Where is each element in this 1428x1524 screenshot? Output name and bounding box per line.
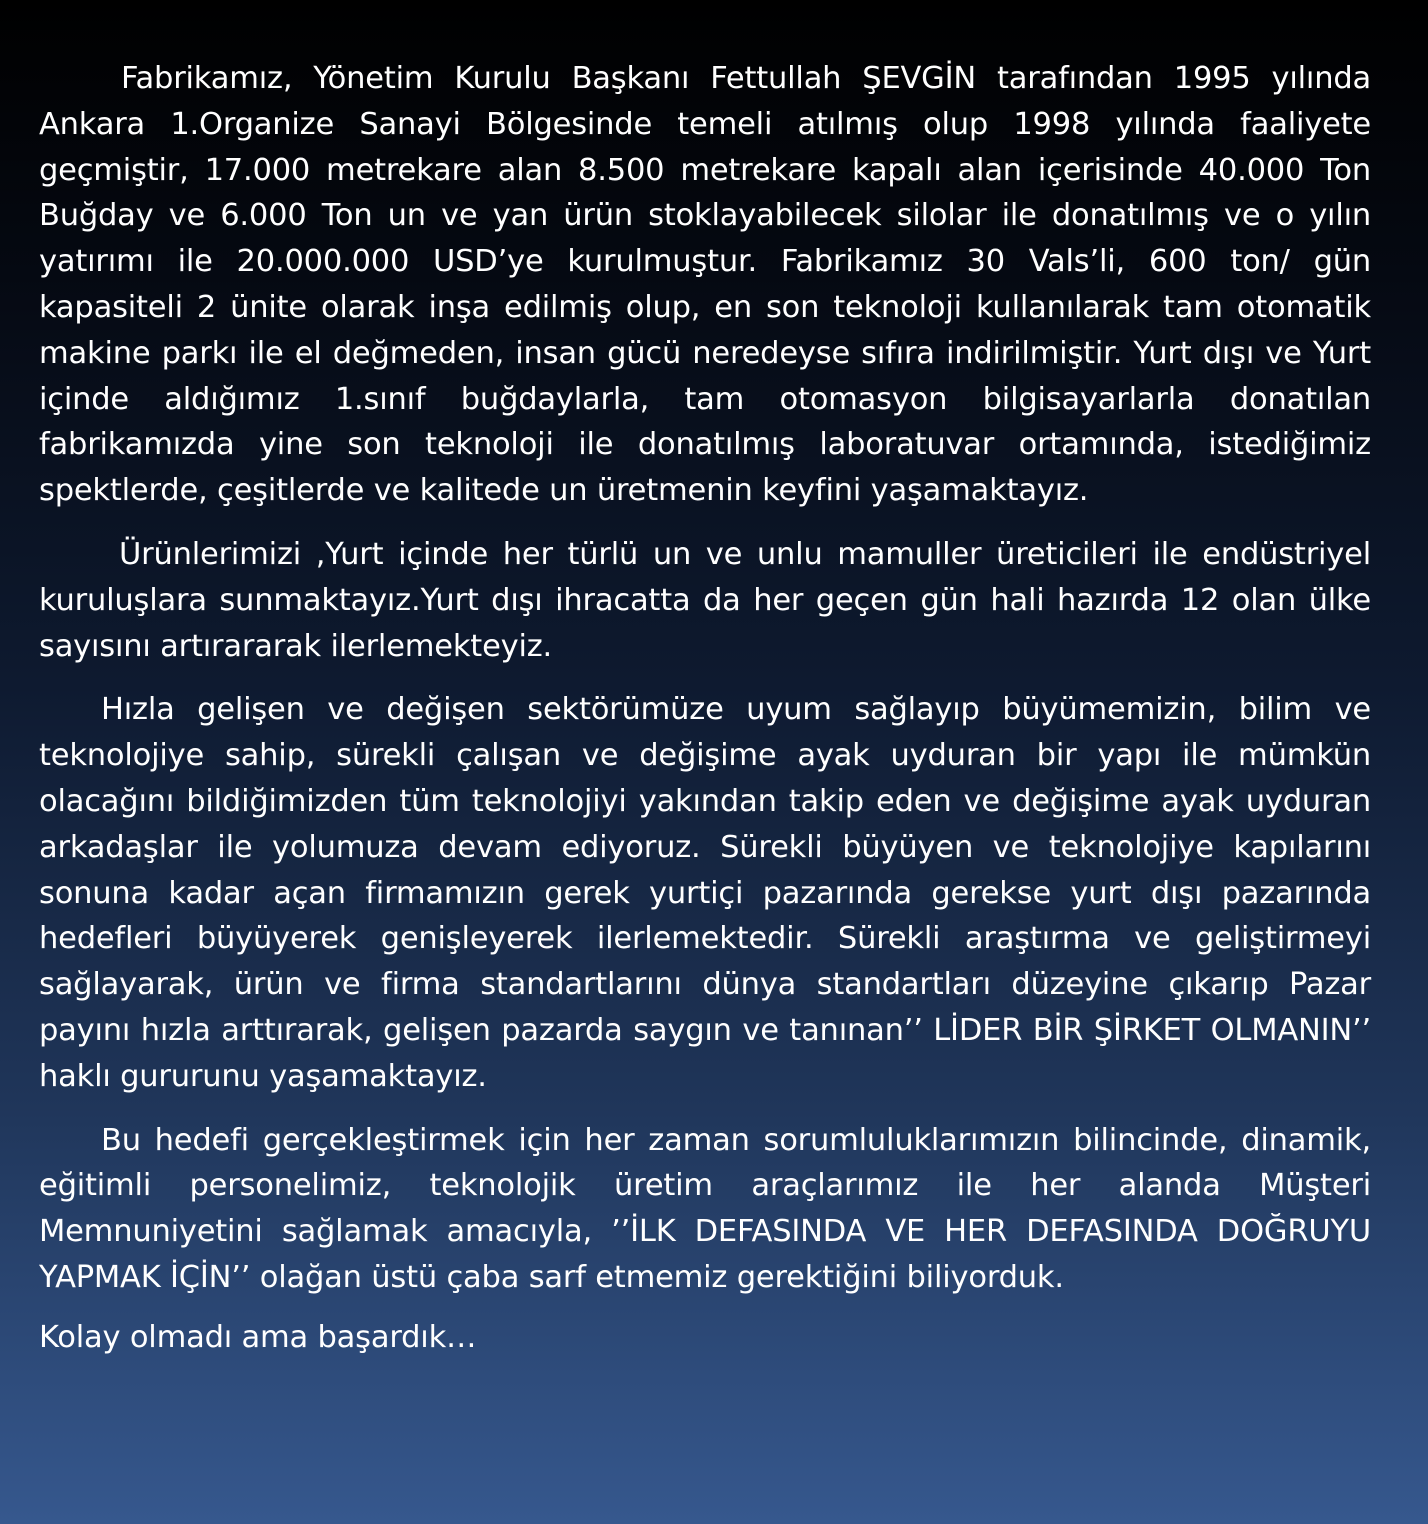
paragraph-company-history: Fabrikamız, Yönetim Kurulu Başkanı Fettullah ŞEVGİN tarafından 1995 yılında Ankara 1.Organize Sanayi Bölgesinde temeli atılmış olup 1998 yılında faaliyete geçmiştir, 17.000 metrekare alan 8.500 metrekare kapalı alan içerisinde 40.000 Ton Buğday ve 6.000 Ton un ve yan ürün stoklayabilecek silolar ile donatılmış ve o yılın yatırımı ile 20.000.000 USD’ye kurulmuştur. Fabrikamız 30 Vals’li, 600 ton/ gün kapasiteli 2 ünite olarak inşa edilmiş olup, en son teknoloji kullanılarak tam otomatik makine parkı ile el değmeden, insan gücü neredeyse sıfıra indirilmiştir. Yurt dışı ve Yurt içinde aldığımız 1.sınıf buğdaylarla, tam otomasyon bilgisayarlarla donatılan fabrikamızda yine son teknoloji ile donatılmış laboratuvar ortamında, istediğimiz spektlerde, çeşitlerde ve kalitede un üretmenin keyfini yaşamaktayız.: [39, 61, 1371, 509]
paragraph-products-export: Ürünlerimizi ,Yurt içinde her türlü un ve unlu mamuller üreticileri ile endüstriyel kuruluşlara sunmaktayız.Yurt dışı ihracatta da her geçen gün hali hazırda 12 olan ülke sayısını artırararak ilerlemekteyiz.: [39, 536, 1371, 664]
paragraph-quality-goal: Bu hedefi gerçekleştirmek için her zaman sorumluluklarımızın bilincinde, dinamik, eğitimli personelimiz, teknolojik üretim araçlarımız ile her alanda Müşteri Memnuniyetini sağlamak amacıyla, ’’İLK DEFASINDA VE HER DEFASINDA DOĞRUYU YAPMAK İÇİN’’ olağan üstü çaba sarf etmemiz gerektiğini biliyorduk.: [39, 1122, 1371, 1295]
paragraph-growth-vision: Hızla gelişen ve değişen sektörümüze uyum sağlayıp büyümemizin, bilim ve teknolojiye sahip, sürekli çalışan ve değişime ayak uyduran bir yapı ile mümkün olacağını bildiğimizden tüm teknolojiyi yakından takip eden ve değişime ayak uyduran arkadaşlar ile yolumuza devam ediyoruz. Sürekli büyüyen ve teknolojiye kapılarını sonuna kadar açan firmamızın gerek yurtiçi pazarında gerekse yurt dışı pazarında hedefleri büyüyerek genişleyerek ilerlemektedir. Sürekli araştırma ve geliştirmeyi sağlayarak, ürün ve firma standartlarını dünya standartları düzeyine çıkarıp Pazar payını hızla arttırarak, gelişen pazarda saygın ve tanınan’’ LİDER BİR ŞİRKET OLMANIN’’ haklı gururunu yaşamaktayız.: [39, 692, 1371, 1094]
paragraph-closing: Kolay olmadı ama başardık…: [39, 1319, 477, 1355]
